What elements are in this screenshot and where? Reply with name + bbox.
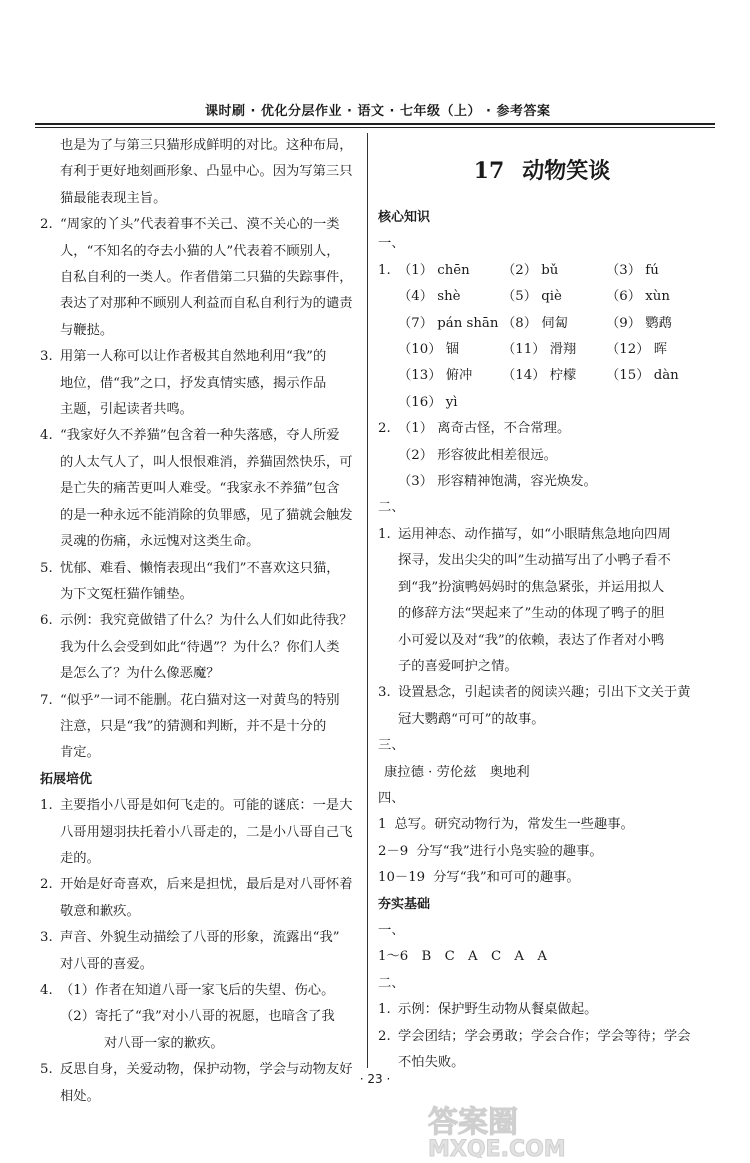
paragraph-range: 1: [378, 817, 387, 833]
answer-item: [40, 423, 358, 555]
answer-item: [40, 925, 358, 978]
section-title-hangshi: 夯实基础: [378, 896, 431, 912]
text-line: 到“我”扮演鸭妈妈时的焦急紧张，并运用拟人: [398, 579, 665, 595]
text-line: 有利于更好地刻画形象、凸显中心。因为写第三只: [60, 164, 353, 180]
answer-list: [40, 212, 358, 767]
pinyin-row: [378, 284, 706, 310]
text-line: 运用神态、动作描写，如“小眼睛焦急地向四周: [398, 526, 671, 542]
pinyin-cell: （9） 鹦鹉: [606, 315, 672, 331]
answer-number: 4.: [40, 983, 53, 998]
text-line: 敬意和歉疚。: [60, 903, 140, 919]
pinyin-cell: （10） 锢: [398, 342, 460, 358]
watermark-logo: [418, 1098, 738, 1158]
text-line: 为下文冤枉猫作铺垫。: [60, 586, 193, 602]
answer-number: 3.: [40, 930, 53, 946]
text-line: 子的喜爱呵护之情。: [398, 658, 518, 674]
pinyin-cell: （6） xùn: [606, 289, 670, 305]
pinyin-cell: （2） bǔ: [502, 262, 559, 278]
part-label: 四、: [378, 790, 405, 806]
pinyin-cell: （1） chēn: [398, 262, 470, 278]
text-line: 主题，引起读者共鸣。: [60, 402, 193, 418]
text-line: 走的。: [60, 850, 100, 866]
answer-number: 3.: [40, 349, 53, 365]
text-line: 反思自身，关爱动物，保护动物，学会与动物友好: [60, 1062, 353, 1078]
chapter-name: 动物笑谈: [522, 158, 611, 184]
text-line: （2） 形容彼此相差很远。: [398, 447, 557, 463]
text-line: “周家的丫头”代表着事不关己、漠不关心的一类: [60, 217, 340, 233]
text-line: 示例：保护野生动物从餐桌做起。: [398, 1002, 598, 1018]
answer-number: 1.: [378, 526, 391, 542]
answer-list-part2: [378, 522, 706, 733]
sub-answer-2-cont: 对八哥一家的歉疚。: [104, 1035, 224, 1051]
question-number: [378, 390, 398, 416]
structure-item: [378, 839, 706, 865]
answer-number: 1.: [40, 798, 53, 814]
text-line: 相处。: [60, 1088, 100, 1104]
answer-number: 2.: [378, 1028, 391, 1044]
column-divider: [367, 133, 368, 1068]
paragraph-range: 2－9: [378, 843, 409, 859]
text-line: 与鞭挞。: [60, 322, 114, 338]
right-column: [378, 133, 706, 1076]
structure-list: [378, 812, 706, 891]
text-line: 也是为了与第三只猫形成鲜明的对比。这种布局，: [60, 138, 353, 153]
answer-list-2: [40, 793, 358, 978]
answer-number: 5.: [40, 560, 53, 576]
section-title-hexin: 核心知识: [378, 210, 431, 225]
answer-item: [40, 793, 358, 872]
sub-answer-2: （2）寄托了“我”对小八哥的祝愿，也暗含了我: [60, 1009, 335, 1025]
text-line: 灵魂的伤痛，永远愧对这类生命。: [60, 534, 260, 550]
author-line: 康拉德 · 劳伦兹 奥地利: [384, 764, 530, 780]
pinyin-row: [378, 390, 706, 416]
section-title-tuozhan: 拓展培优: [40, 771, 93, 787]
answer-item: [378, 680, 706, 733]
text-line: 用第一人称可以让作者极其自然地利用“我”的: [60, 349, 327, 365]
question-number: 1.: [378, 262, 391, 278]
answer-item: [378, 997, 706, 1023]
text-line: 不怕失败。: [398, 1055, 465, 1070]
part-label: 一、: [378, 236, 405, 252]
text-line: （3） 形容精神饱满，容光焕发。: [398, 474, 597, 490]
watermark-url: MXQE.COM: [428, 1137, 566, 1158]
pinyin-cell: （15） dàn: [606, 368, 679, 384]
answer-number: 5.: [40, 1062, 53, 1078]
pinyin-cell: （14） 柠檬: [502, 368, 577, 384]
part-label: 一、: [378, 922, 405, 938]
pinyin-cell: （5） qiè: [502, 289, 562, 305]
text-line: 忧郁、难看、懒惰表现出“我们”不喜欢这只猫，: [60, 560, 340, 576]
part-label: 二、: [378, 975, 405, 991]
pinyin-row: [378, 337, 706, 363]
header-rule-thick: [35, 123, 715, 125]
structure-text: 总写。研究动物行为，常发生一些趣事。: [394, 817, 634, 833]
answer-item: [40, 212, 358, 344]
text-line: 的修辞方法“哭起来了”生动的体现了鸭子的胆: [398, 606, 665, 622]
text-line: 冠大鹦鹉“可可”的故事。: [398, 711, 545, 727]
pinyin-cell: （13） 俯冲: [398, 368, 473, 384]
answer-number: 2.: [40, 877, 53, 893]
chapter-title: [378, 133, 706, 205]
pinyin-cell: （7） pán shān: [398, 315, 499, 331]
structure-item: [378, 812, 706, 838]
page-number: · 23 ·: [359, 1072, 391, 1086]
chapter-number: 17: [473, 158, 505, 184]
answer-number: 7.: [40, 692, 53, 708]
structure-text: 分写“我”和可可的趣事。: [433, 870, 580, 886]
pinyin-cell: （12） 晖: [606, 342, 668, 358]
text-line: 是亡失的痛苦更叫人难受。“我家永不养猫”包含: [60, 481, 340, 497]
text-line: （1） 离奇古怪，不合常理。: [398, 421, 571, 437]
text-line: 对八哥的喜爱。: [60, 956, 154, 972]
part-label: 三、: [378, 738, 405, 754]
choice-answers: 1～6 B C A C A A: [378, 949, 547, 965]
answer-number: 2.: [378, 421, 391, 437]
text-line: 自私自利的一类人。作者借第二只猫的失踪事件，: [60, 270, 353, 286]
answer-number: 4.: [40, 428, 53, 444]
left-column: [40, 133, 358, 1110]
question-number: [378, 311, 398, 337]
intro-paragraph: [40, 133, 358, 212]
pinyin-row: [378, 363, 706, 389]
text-line: 的是一种永远不能消除的负罪感，见了猫就会触发: [60, 507, 353, 523]
sub-answer-1: （1）作者在知道八哥一家飞后的失望、伤心。: [60, 983, 335, 998]
watermark-text: 答案圈: [428, 1105, 518, 1140]
answer-item-4: [40, 978, 358, 1057]
text-line: 探寻，发出尖尖的叫”生动描写出了小鸭子看不: [398, 553, 671, 569]
answer-number: 3.: [378, 685, 391, 701]
question-number: [378, 337, 398, 363]
pinyin-cell: （16） yì: [398, 394, 458, 410]
text-line: 小可爱以及对“我”的依赖，表达了作者对小鸭: [398, 632, 665, 648]
text-line: 是怎么了？为什么像恶魔？: [60, 666, 220, 682]
question-number: [378, 284, 398, 310]
text-line: 注意，只是“我”的猜测和判断，并不是十分的: [60, 718, 327, 734]
structure-text: 分写“我”进行小凫实验的趣事。: [416, 843, 603, 859]
header-rule-thin: [35, 127, 715, 128]
answer-item: [40, 688, 358, 767]
pinyin-grid: [378, 258, 706, 416]
text-line: 八哥用翅羽扶托着小八哥走的，二是小八哥自己飞: [60, 824, 353, 840]
answer-item: [40, 344, 358, 423]
answer-number: 6.: [40, 613, 53, 629]
text-line: 猫最能表现主旨。: [60, 190, 167, 206]
text-line: 人，“不知名的夺去小猫的人”代表着不顾别人，: [60, 243, 340, 259]
text-line: 学会团结；学会勇敢；学会合作；学会等待；学会: [398, 1028, 691, 1044]
answer-item: [378, 522, 706, 680]
text-line: 主要指小八哥是如何飞走的。可能的谜底：一是大: [60, 798, 353, 814]
answer-item: [40, 872, 358, 925]
text-line: 的人太气人了，叫人恨恨难消，养猫固然快乐，可: [60, 454, 353, 470]
text-line: 示例：我究竟做错了什么？为什么人们如此待我？: [60, 613, 353, 629]
text-line: 声音、外貌生动描绘了八哥的形象，流露出“我”: [60, 930, 340, 946]
text-line: 我为什么会受到如此“待遇”？为什么？你们人类: [60, 639, 340, 655]
text-line: 地位，借“我”之口，抒发真情实感，揭示作品: [60, 375, 327, 391]
paragraph-range: 10－19: [378, 870, 426, 886]
pinyin-cell: （3） fú: [606, 262, 659, 278]
answer-item: [378, 1024, 706, 1077]
answer-number: 1.: [378, 1002, 391, 1018]
question-number: [378, 363, 398, 389]
pinyin-row: [378, 258, 706, 284]
text-line: 表达了对那种不顾别人利益而自私自利行为的谴责: [60, 296, 353, 312]
answer-item: [40, 608, 358, 687]
pinyin-row: [378, 311, 706, 337]
header-title: 课时刷 · 优化分层作业 · 语文 · 七年级（上） · 参考答案: [205, 104, 551, 119]
text-line: “似乎”一词不能删。花白猫对这一对黄鸟的特别: [60, 692, 340, 708]
text-line: 开始是好奇喜欢，后来是担忧，最后是对八哥怀着: [60, 877, 353, 893]
answer-list-s2: [378, 997, 706, 1076]
answer-item: [40, 556, 358, 609]
structure-item: [378, 865, 706, 891]
text-line: 设置悬念，引起读者的阅读兴趣；引出下文关于黄: [398, 685, 691, 701]
question-2: [378, 416, 706, 495]
pinyin-cell: （8） 伺匐: [502, 315, 568, 331]
answer-number: 2.: [40, 217, 53, 233]
pinyin-cell: （4） shè: [398, 289, 461, 305]
part-label: 二、: [378, 500, 405, 516]
text-line: “我家好久不养猫”包含着一种失落感，夺人所爱: [60, 428, 340, 444]
pinyin-cell: （11） 滑翔: [502, 342, 577, 358]
text-line: 肯定。: [60, 745, 100, 761]
